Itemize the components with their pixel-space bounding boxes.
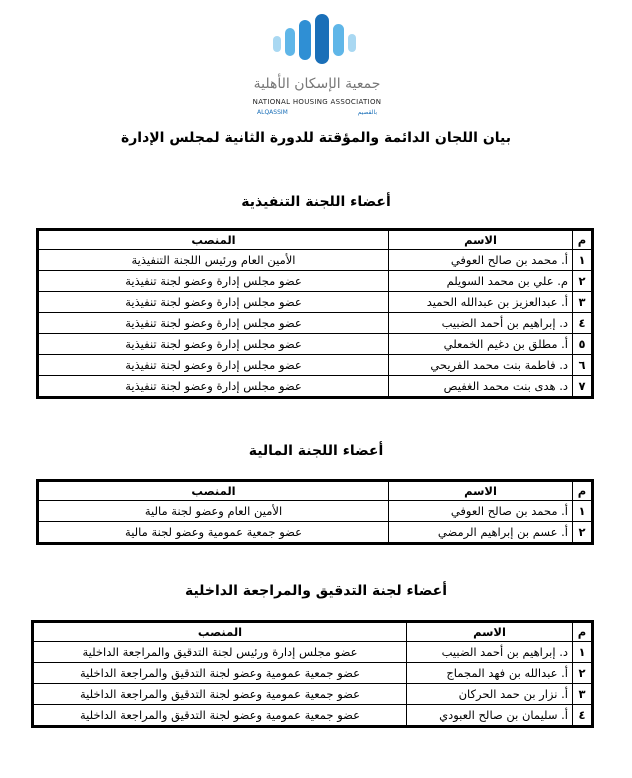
table-row [38,376,593,398]
row-num: ٢ [573,271,593,292]
row-position: عضو مجلس إدارة وعضو لجنة تنفيذية [38,271,389,292]
table-row [38,355,593,376]
row-name: أ. عبدالعزيز بن عبدالله الحميد [389,292,573,313]
row-num: ١ [573,250,593,271]
finance-committee-table [36,479,594,545]
row-name: أ. نزار بن حمد الحركان [407,684,573,705]
row-name: أ. محمد بن صالح العوفي [389,250,573,271]
row-position: الأمين العام ورئيس اللجنة التنفيذية [38,250,389,271]
row-num: ٤ [573,313,593,334]
table-row [38,334,593,355]
table-row [33,684,593,705]
row-position: عضو مجلس إدارة وعضو لجنة تنفيذية [38,376,389,398]
table-row [33,663,593,684]
row-num: ٤ [573,705,593,727]
logo-mark-icon [269,14,365,74]
header-position: المنصب [33,622,407,642]
table-row [33,705,593,727]
row-name: د. إبراهيم بن أحمد الضبيب [389,313,573,334]
row-name: م. علي بن محمد السويلم [389,271,573,292]
table-row [38,313,593,334]
table-header-row [38,481,593,501]
row-position: عضو مجلس إدارة ورئيس لجنة التدقيق والمراجعة الداخلية [33,642,407,663]
header-name: الاسم [407,622,573,642]
header-position: المنصب [38,481,389,501]
section-title-executive: أعضاء اللجنة التنفيذية [241,194,391,210]
section-title-audit: أعضاء لجنة التدقيق والمراجعة الداخلية [184,583,448,599]
logo-english-name: NATIONAL HOUSING ASSOCIATION [252,98,382,106]
row-num: ٧ [573,376,593,398]
row-position: عضو مجلس إدارة وعضو لجنة تنفيذية [38,292,389,313]
row-num: ٣ [573,292,593,313]
row-position: عضو جمعية عمومية وعضو لجنة التدقيق والمراجعة الداخلية [33,684,407,705]
logo-region [257,109,377,116]
row-num: ٥ [573,334,593,355]
table-row [38,250,593,271]
header-position: المنصب [38,230,389,250]
header-name: الاسم [389,230,573,250]
row-num: ١ [573,642,593,663]
row-name: أ. محمد بن صالح العوفي [389,501,573,522]
row-name: د. هدى بنت محمد الغفيص [389,376,573,398]
row-name: أ. مطلق بن دغيم الخمعلي [389,334,573,355]
row-name: د. إبراهيم بن أحمد الضبيب [407,642,573,663]
row-num: ٣ [573,684,593,705]
row-name: أ. سليمان بن صالح العبودي [407,705,573,727]
row-num: ٦ [573,355,593,376]
row-name: أ. عسم بن إبراهيم الرمضي [389,522,573,544]
table-row [38,292,593,313]
table-header-row [38,230,593,250]
header-num: م [573,481,593,501]
table-header-row [33,622,593,642]
row-position: عضو جمعية عمومية وعضو لجنة التدقيق والمراجعة الداخلية [33,663,407,684]
logo-region-en: ALQASSIM [257,109,288,116]
page-title: بيان اللجان الدائمة والمؤقتة للدورة الثانية لمجلس الإدارة [120,130,512,146]
association-logo [237,14,397,114]
table-row [38,271,593,292]
row-position: عضو مجلس إدارة وعضو لجنة تنفيذية [38,313,389,334]
header-name: الاسم [389,481,573,501]
executive-committee-table [36,228,594,399]
section-title-finance: أعضاء اللجنة المالية [248,443,384,459]
table-row [33,642,593,663]
row-position: عضو مجلس إدارة وعضو لجنة تنفيذية [38,355,389,376]
row-name: أ. عبدالله بن فهد المجماج [407,663,573,684]
row-num: ١ [573,501,593,522]
audit-committee-table [31,620,594,728]
header-num: م [573,230,593,250]
header-num: م [573,622,593,642]
table-row [38,501,593,522]
logo-arabic-name: جمعية الإسكان الأهلية [253,76,381,92]
row-position: عضو جمعية عمومية وعضو لجنة مالية [38,522,389,544]
table-row [38,522,593,544]
row-num: ٢ [573,522,593,544]
row-name: د. فاطمة بنت محمد الفريحي [389,355,573,376]
row-position: الأمين العام وعضو لجنة مالية [38,501,389,522]
logo-region-ar: بالقصيم [357,109,377,116]
row-position: عضو جمعية عمومية وعضو لجنة التدقيق والمراجعة الداخلية [33,705,407,727]
row-num: ٢ [573,663,593,684]
row-position: عضو مجلس إدارة وعضو لجنة تنفيذية [38,334,389,355]
